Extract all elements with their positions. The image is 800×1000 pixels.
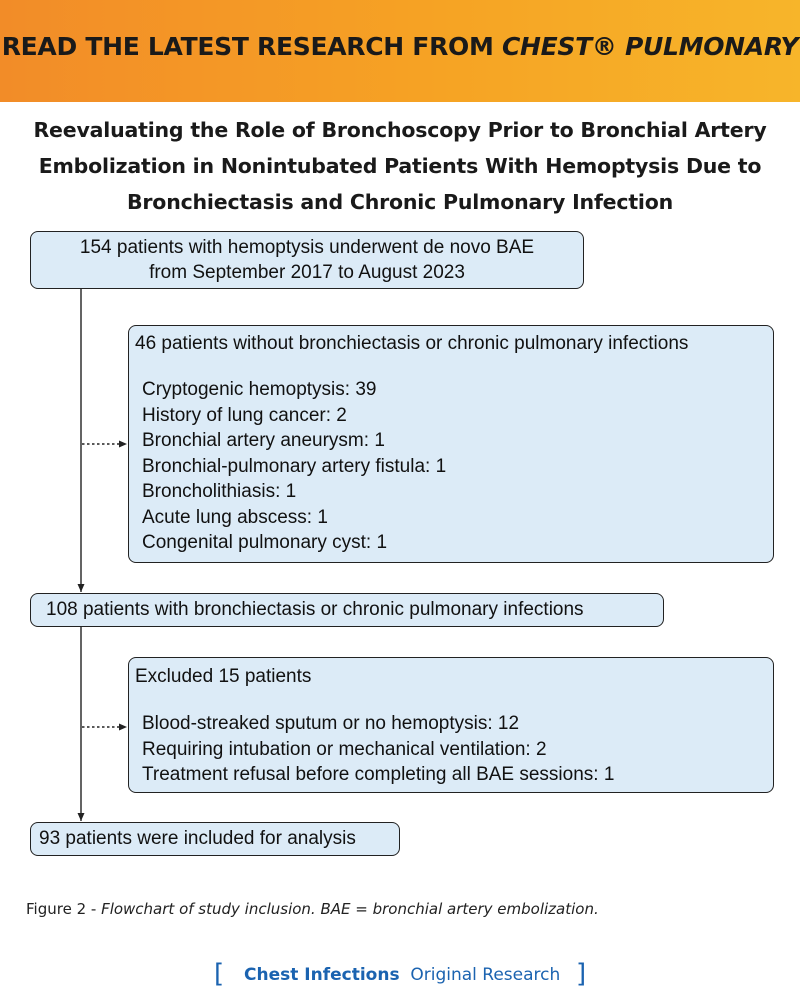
left-bracket: [ — [214, 959, 225, 989]
title-line: Bronchiectasis and Chronic Pulmonary Infection — [126, 190, 674, 214]
caption-text: Flowchart of study inclusion. BAE = bronchial artery embolization. — [101, 900, 599, 918]
list-item: Cryptogenic hemoptysis: 39 — [142, 379, 377, 400]
flow-box-excluded-15 — [128, 657, 774, 793]
box-header: 46 patients without bronchiectasis or chronic pulmonary infections — [135, 333, 689, 354]
box-header: Excluded 15 patients — [135, 666, 312, 687]
box-line: 154 patients with hemoptysis underwent de novo BAE — [79, 237, 535, 258]
list-item: Blood-streaked sputum or no hemoptysis: 12 — [142, 713, 520, 734]
list-item: Bronchial-pulmonary artery fistula: 1 — [142, 455, 447, 477]
box-line: from September 2017 to August 2023 — [149, 262, 465, 283]
list-item: Bronchial artery aneurysm: 1 — [142, 430, 385, 451]
caption-label: Figure 2 - — [26, 900, 102, 918]
exclusion-list — [129, 711, 773, 788]
banner-journal-name: CHEST® PULMONARY — [501, 32, 799, 61]
header-banner — [0, 0, 800, 102]
exclusion-list — [129, 377, 773, 556]
flow-box-bronchiectasis — [30, 593, 664, 627]
footer-section: Chest Infections — [244, 965, 400, 985]
list-item: Requiring intubation or mechanical ventilation: 2 — [142, 738, 547, 760]
list-item: Broncholithiasis: 1 — [142, 481, 297, 502]
article-title — [20, 112, 780, 220]
footer-type: Original Research — [410, 965, 561, 985]
flow-box-included — [30, 822, 400, 856]
banner-headline — [0, 32, 800, 61]
list-item: Acute lung abscess: 1 — [142, 506, 328, 528]
flow-box-enrolled — [30, 231, 584, 289]
box-line: 108 patients with bronchiectasis or chronic pulmonary infections — [46, 599, 584, 620]
right-bracket: ] — [576, 959, 587, 989]
title-line: Embolization in Nonintubated Patients With Hemoptysis Due to — [38, 154, 762, 178]
flow-box-excluded-non-bronchiectasis — [128, 325, 774, 563]
box-line: 93 patients were included for analysis — [39, 828, 356, 849]
figure-caption — [26, 900, 599, 918]
title-line: Reevaluating the Role of Bronchoscopy Prior to Bronchial Artery — [33, 118, 767, 142]
list-item: Congenital pulmonary cyst: 1 — [142, 532, 388, 553]
footer-label — [244, 965, 560, 985]
banner-prefix: READ THE LATEST RESEARCH FROM — [1, 32, 502, 61]
list-item: History of lung cancer: 2 — [142, 404, 347, 426]
footer-tag — [0, 960, 800, 990]
list-item: Treatment refusal before completing all BAE sessions: 1 — [142, 764, 615, 785]
